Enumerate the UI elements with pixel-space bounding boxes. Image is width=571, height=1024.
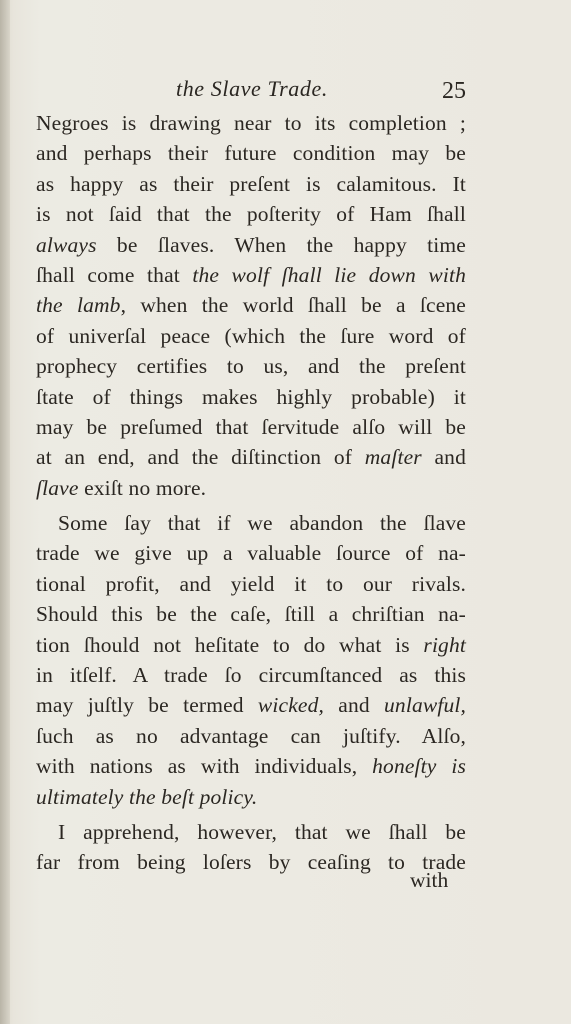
catchword: with [410, 868, 449, 892]
text-line [36, 351, 466, 381]
text-line [36, 751, 466, 781]
text-line [36, 230, 466, 260]
text-segment: and perhaps their future condition may be [36, 141, 466, 166]
text-segment: I apprehend, however, that we ſhall be [58, 819, 466, 844]
italic-text: unlawful, [384, 693, 467, 718]
text-segment: exiſt no more. [78, 475, 207, 500]
italic-text: wicked, [257, 693, 325, 718]
text-segment: Negroes is drawing near to its completion ; [36, 111, 466, 135]
text-segment: tion ſhould not heſitate to do what is [36, 632, 424, 657]
text-segment: Some ſay that if we abandon the ſlave [58, 511, 466, 536]
text-segment: tional profit, and yield it to our rivals. [36, 571, 466, 596]
page-number: 25 [442, 78, 466, 104]
text-segment: far from being loſers by ceaſing to trade [36, 850, 466, 875]
text-line [36, 599, 466, 629]
text-line [36, 847, 466, 877]
text-line [36, 508, 466, 538]
text-line [36, 690, 466, 720]
paragraph [36, 508, 466, 812]
paragraph [36, 108, 466, 503]
italic-text: honeſty is [372, 754, 466, 779]
italic-text: the wolf ſhall lie down with [192, 262, 466, 287]
text-line [36, 290, 466, 320]
text-segment: ſuch as no advantage can juſtify. Alſo, [36, 723, 466, 748]
text-segment: may juſtly be termed [36, 693, 258, 718]
text-line [36, 569, 466, 599]
text-line [36, 169, 466, 199]
text-line [36, 660, 466, 690]
italic-text: ſlave [36, 475, 79, 500]
text-segment: Should this be the caſe, ſtill a chriſtian na- [36, 602, 466, 627]
text-segment: and [324, 693, 385, 718]
text-line [36, 538, 466, 568]
text-segment: may be preſumed that ſervitude alſo will be [36, 414, 466, 439]
running-head: the Slave Trade. [176, 76, 328, 101]
text-line [36, 199, 466, 229]
text-line [36, 442, 466, 472]
text-segment: and [421, 445, 466, 470]
text-segment: as happy as their preſent is calamitous. It [36, 171, 466, 196]
italic-text: the lamb [36, 293, 121, 318]
text-line [36, 321, 466, 351]
italic-text: maſter [364, 445, 422, 470]
text-segment: of univerſal peace (which the ſure word of [36, 323, 466, 348]
text-line [36, 260, 466, 290]
text-line [36, 382, 466, 412]
text-line [36, 817, 466, 847]
text-segment: with nations as with individuals, [36, 754, 373, 779]
page-binding-edge [0, 0, 10, 1024]
text-line [36, 782, 466, 812]
italic-text: always [36, 232, 97, 257]
text-line [36, 138, 466, 168]
text-segment: be ſlaves. When the happy time [96, 232, 466, 257]
text-line [36, 473, 466, 503]
text-line [36, 721, 466, 751]
text-segment: trade we give up a valuable ſource of na- [36, 541, 466, 566]
text-line [36, 412, 466, 442]
text-segment: is not ſaid that the poſterity of Ham ſhall [36, 202, 466, 227]
italic-text: ultimately the beſt policy. [36, 784, 258, 809]
page-header [0, 74, 571, 108]
text-line [36, 630, 466, 660]
text-segment: prophecy certifies to us, and the preſent [36, 354, 466, 379]
body-text [36, 108, 466, 878]
text-segment: at an end, and the diſtinction of [36, 445, 365, 470]
text-segment: in itſelf. A trade ſo circumſtanced as this [36, 663, 466, 688]
text-segment: ſtate of things makes highly probable) it [36, 384, 466, 409]
text-segment: , when the world ſhall be a ſcene [120, 293, 466, 318]
paragraph [36, 817, 466, 878]
text-line [36, 108, 466, 138]
text-segment: ſhall come that [36, 262, 193, 287]
italic-text: right [423, 632, 466, 657]
